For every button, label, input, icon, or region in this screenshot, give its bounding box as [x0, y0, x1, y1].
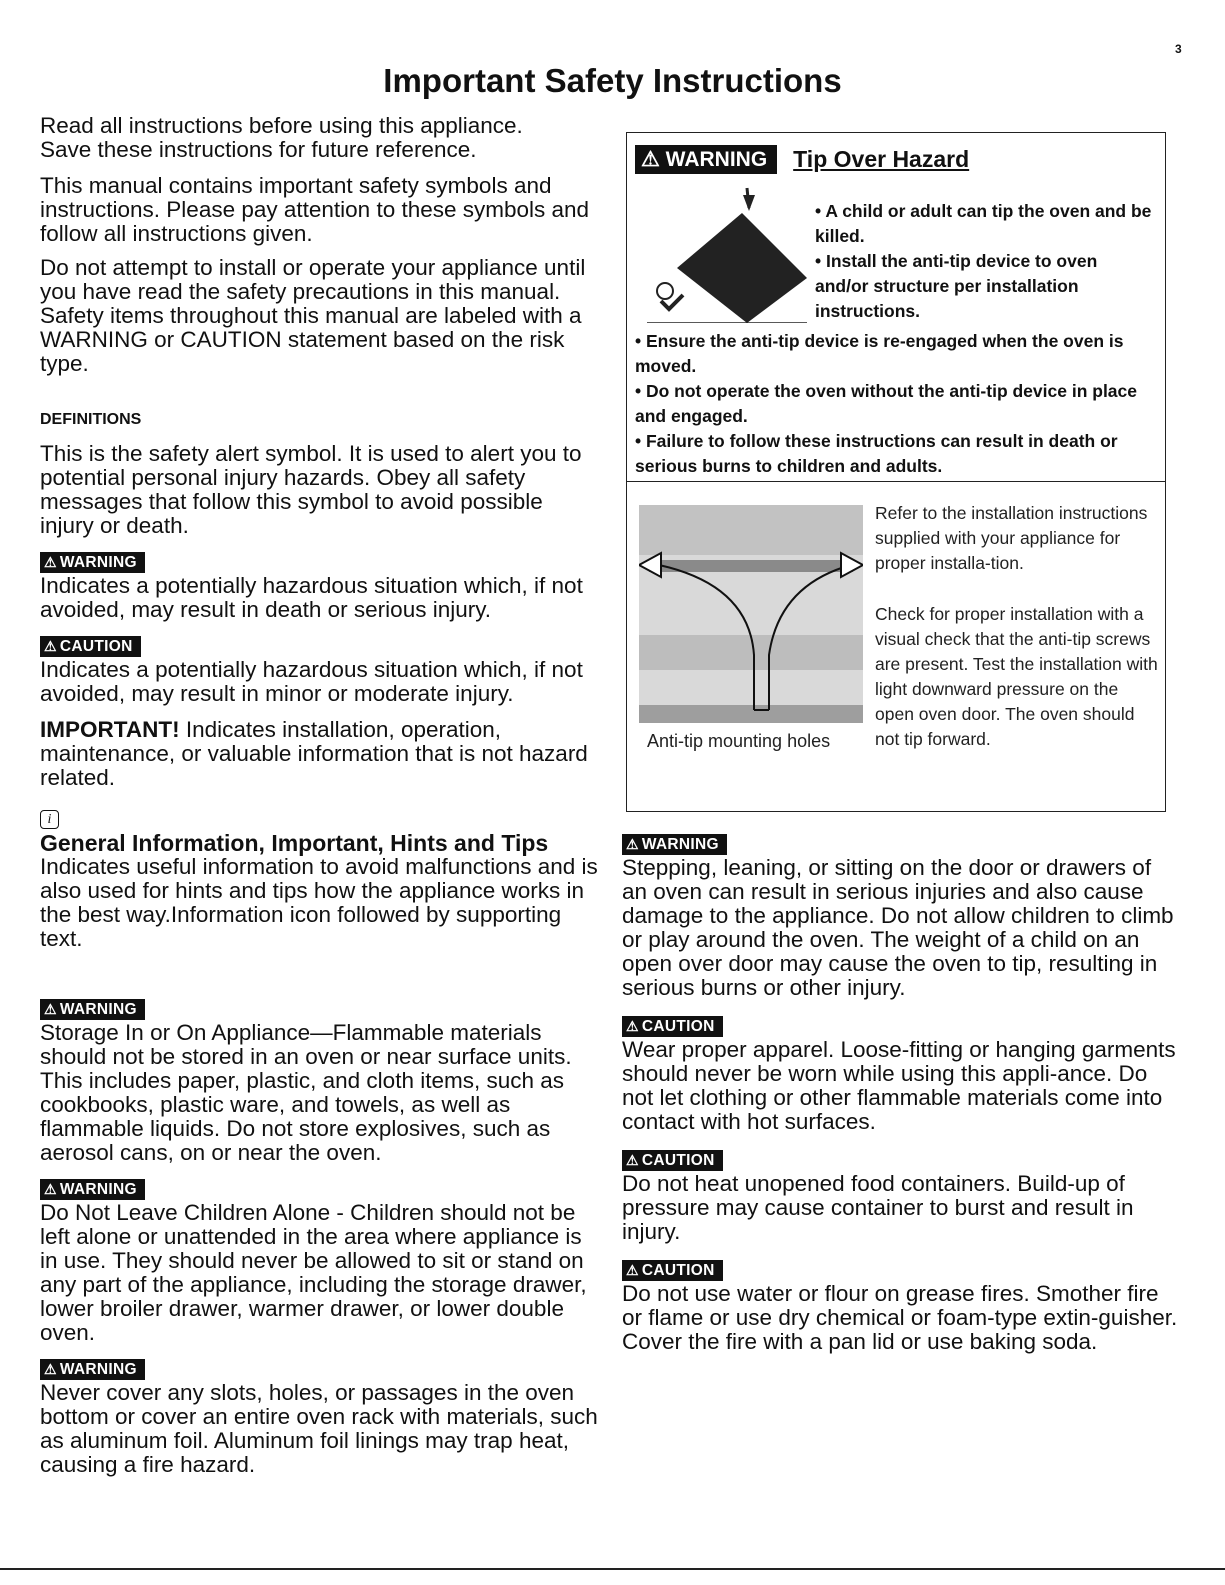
installation-check-text [875, 501, 1160, 778]
caution-containers [622, 1148, 1182, 1244]
alert-triangle-icon: ⚠ [44, 1181, 57, 1198]
caution-grease-fire [622, 1258, 1182, 1354]
refer-text: Refer to the installation instructions supplied with your appliance for proper installa-tion. [875, 503, 1148, 573]
tip-bullet: • Do not operate the oven without the anti-tip device in place and engaged. [635, 381, 1138, 426]
caution-containers-text: Do not heat unopened food containers. Build-up of pressure may cause container to burst and result in injury. [622, 1171, 1134, 1245]
important-definition-text: Indicates installation, operation, maintenance, or valuable information that is not hazard related. [40, 717, 588, 791]
left-column [40, 114, 600, 1489]
warning-children-text: Do Not Leave Children Alone - Children should not be left alone or unattended in the area where appliance is in use. They should never be allowed to sit or stand on any part of the appliance, including the storage drawer, lower broiler drawer, warmer drawer, or lower double oven. [40, 1200, 587, 1346]
warning-definition-text: Indicates a potentially hazardous situation which, if not avoided, may result in death or serious injury. [40, 573, 583, 623]
caution-badge: ⚠ CAUTION [622, 1016, 723, 1037]
definitions-heading: DEFINITIONS [40, 411, 142, 428]
page-title: Important Safety Instructions [383, 62, 842, 99]
intro-paragraph-1 [40, 114, 600, 162]
warning-stepping [622, 832, 1182, 1000]
tip-bullets-full [635, 329, 1160, 479]
tip-over-header [635, 145, 969, 174]
warning-badge: ⚠ WARNING [40, 1359, 145, 1380]
caution-badge: ⚠ CAUTION [622, 1150, 723, 1171]
alert-triangle-icon: ⚠ [44, 1361, 57, 1378]
bottom-rule [0, 1568, 1225, 1570]
warning-badge: ⚠ WARNING [40, 552, 145, 573]
tip-bullet: • A child or adult can tip the oven and be killed. [815, 201, 1152, 246]
alert-triangle-icon: ⚠ [44, 1001, 57, 1018]
alert-triangle-icon: ⚠ [626, 836, 639, 853]
warning-badge: ⚠ WARNING [40, 1179, 145, 1200]
intro-line-2: Save these instructions for future reference. [40, 137, 477, 162]
caution-badge: ⚠ CAUTION [622, 1260, 723, 1281]
anti-tip-holes-photo [639, 505, 863, 723]
alert-triangle-icon: ⚠ [641, 148, 660, 171]
warning-stepping-text: Stepping, leaning, or sitting on the door or drawers of an oven can result in serious injuries and also cause damage to the appliance. Do not allow children to climb or play around the oven. The weight of a child on an open over door may cause the oven to tip, resulting in serious burns or other injury. [622, 855, 1174, 1001]
photo-caption: Anti-tip mounting holes [647, 731, 831, 751]
tip-over-warning-panel [627, 133, 1165, 482]
caution-definition [40, 634, 600, 706]
tip-bullet: • Failure to follow these instructions can result in death or serious burns to children and adults. [635, 431, 1118, 476]
caution-grease-fire-text: Do not use water or flour on grease fires. Smother fire or flame or use dry chemical or foam-type extin-guisher. Cover the fire with a pan lid or use baking soda. [622, 1281, 1178, 1355]
caution-apparel [622, 1014, 1182, 1134]
tip-bullet: • Install the anti-tip device to oven and/or structure per installation instructions. [815, 251, 1098, 321]
warning-badge: ⚠ WARNING [40, 999, 145, 1020]
tip-bullets-top [815, 199, 1155, 324]
alert-triangle-icon: ⚠ [626, 1018, 639, 1035]
warning-storage-text: Storage In or On Appliance—Flammable materials should not be stored in an oven or near surface units. This includes paper, plastic, and cloth items, such as cookbooks, plastic ware, and towels, as well as flammable liquids. Do not store explosives, such as aerosol cans, on or near the oven. [40, 1020, 572, 1166]
right-column [622, 832, 1182, 1368]
hazard-title: Tip Over Hazard [793, 146, 970, 172]
general-info-text: Indicates useful information to avoid malfunctions and is also used for hints and tips how the appliance works in the best way.Information icon followed by supporting text. [40, 854, 598, 952]
alert-triangle-icon: ⚠ [626, 1262, 639, 1279]
warning-badge: ⚠ WARNING [635, 145, 777, 174]
important-label: IMPORTANT! [40, 717, 180, 743]
intro-paragraph-3: Do not attempt to install or operate your appliance until you have read the safety precautions in this manual. Safety items throughout this manual are labeled with a WARNING or CAUTION statement based on the risk type. [40, 255, 586, 376]
info-icon: i [40, 810, 59, 829]
caution-definition-text: Indicates a potentially hazardous situation which, if not avoided, may result in minor or moderate injury. [40, 657, 583, 707]
warning-foil-text: Never cover any slots, holes, or passages in the oven bottom or cover an entire oven rack with materials, such as aluminum foil. Aluminum foil linings may trap heat, causing a fire hazard. [40, 1380, 598, 1478]
warning-badge: ⚠ WARNING [622, 834, 727, 855]
check-text: Check for proper installation with a visual check that the anti-tip screws are present. Test the installation with light downward pressure on the open oven door. The oven should not tip forward. [875, 604, 1158, 749]
warning-children [40, 1177, 600, 1345]
page-number: 3 [1175, 42, 1182, 56]
tipping-oven-illustration [647, 183, 807, 323]
alert-triangle-icon: ⚠ [44, 638, 57, 655]
alert-symbol-text: This is the safety alert symbol. It is used to alert you to potential personal injury hazards. Obey all safety messages that follow this symbol to avoid possible injury or death. [40, 441, 582, 538]
tip-bullet: • Ensure the anti-tip device is re-engaged when the oven is moved. [635, 331, 1124, 376]
tip-over-box [626, 132, 1166, 812]
warning-definition [40, 550, 600, 622]
important-definition [40, 718, 600, 790]
general-info-heading: General Information, Important, Hints and Tips [40, 830, 549, 857]
warning-foil [40, 1357, 600, 1477]
intro-paragraph-2: This manual contains important safety symbols and instructions. Please pay attention to these symbols and follow all instructions given. [40, 173, 590, 246]
intro-line-1: Read all instructions before using this appliance. [40, 113, 523, 138]
alert-triangle-icon: ⚠ [44, 554, 57, 571]
caution-badge: ⚠ CAUTION [40, 636, 141, 657]
warning-storage [40, 997, 600, 1165]
alert-triangle-icon: ⚠ [626, 1152, 639, 1169]
caution-apparel-text: Wear proper apparel. Loose-fitting or hanging garments should never be worn while using this appli-ance. Do not let clothing or other flammable materials come into contact with hot surfaces. [622, 1037, 1176, 1135]
